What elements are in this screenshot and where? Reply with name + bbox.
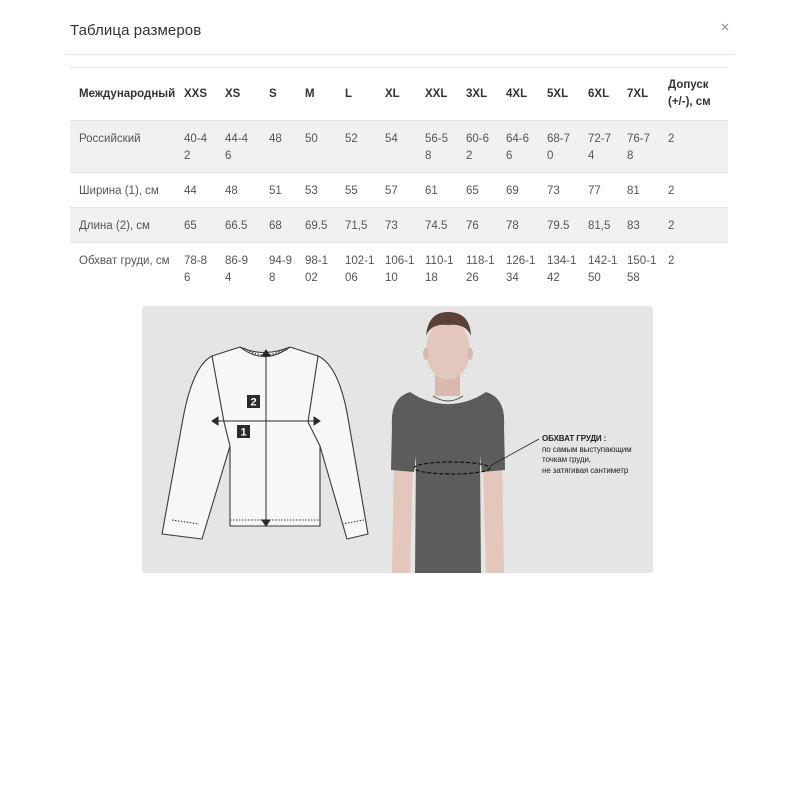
table-cell: 44 [184,185,197,197]
table-cell: 86-94 [225,255,249,284]
close-icon[interactable]: × [720,19,730,36]
model-figure [391,312,539,573]
table-cell: 64-66 [506,133,530,162]
row-label: Ширина (1), см [79,185,159,197]
table-cell: 142-150 [588,255,618,284]
table-cell: 110-118 [425,255,454,284]
table-cell: 40-42 [184,133,208,162]
callout-line: точкам груди, [542,455,591,464]
table-cell: 134-142 [547,255,577,284]
table-cell: 94-98 [269,255,293,284]
modal-header [0,0,800,55]
header-xxl: XXL [425,88,448,100]
header-xxs: XXS [184,88,208,100]
header-divider [65,54,735,55]
header-7xl: 7XL [627,88,649,100]
svg-text:1: 1 [240,426,247,439]
table-cell: 126-134 [506,255,536,284]
header-xs: XS [225,88,241,100]
row-label: Российский [79,133,141,145]
table-row [70,121,728,173]
table-cell: 52 [345,133,358,145]
table-cell: 50 [305,133,318,145]
table-cell: 65 [184,220,197,232]
tolerance-label: Допуск (+/-), см [668,79,711,108]
table-cell: 76 [466,220,479,232]
table-cell: 48 [225,185,238,197]
shirt-sketch [162,347,368,539]
table-cell: 76-78 [627,133,651,162]
table-row [70,208,728,243]
header-international: Международный [79,88,176,100]
table-cell: 61 [425,185,438,197]
table-cell: 54 [385,133,398,145]
table-cell: 72-74 [588,133,612,162]
table-cell: 81 [627,185,640,197]
table-cell: 78 [506,220,519,232]
table-cell: 98-102 [305,255,329,284]
tolerance-cell: 2 [668,133,675,145]
table-cell: 66.5 [225,220,248,232]
table-cell: 55 [345,185,358,197]
tolerance-cell: 2 [668,255,675,267]
table-cell: 74.5 [425,220,448,232]
table-cell: 118-126 [466,255,495,284]
table-cell: 56-58 [425,133,449,162]
header-l: L [345,88,353,100]
table-cell: 48 [269,133,282,145]
size-diagram [142,306,653,573]
table-cell: 78-86 [184,255,208,284]
tolerance-cell: 2 [668,220,675,232]
table-header-row [70,68,728,121]
table-cell: 60-62 [466,133,490,162]
callout-title: ОБХВАТ ГРУДИ : [542,434,607,443]
table-cell: 53 [305,185,318,197]
table-cell: 68 [269,220,282,232]
header-m: M [305,88,315,100]
row-label: Длина (2), см [79,220,150,232]
right-arm [483,456,504,573]
table-row [70,243,728,288]
table-cell: 51 [269,185,282,197]
table-cell: 73 [385,220,398,232]
table-cell: 69.5 [305,220,328,232]
table-cell: 150-158 [627,255,657,284]
chest-callout [542,434,632,476]
callout-line: по самым выступающим [542,444,632,454]
marker-1-icon [237,425,250,439]
modal-title: Таблица размеров [70,22,202,39]
table-row [70,173,728,208]
table-cell: 81,5 [588,220,611,232]
table-cell: 73 [547,185,560,197]
table-cell: 106-110 [385,255,415,284]
header-s: S [269,88,277,100]
header-4xl: 4XL [506,88,528,100]
table-cell: 71,5 [345,220,368,232]
table-cell: 65 [466,185,479,197]
callout-line: не затягивая сантиметр [542,465,629,475]
marker-2-icon [247,395,260,409]
row-label: Обхват груди, см [79,255,170,267]
table-cell: 44-46 [225,133,249,162]
header-xl: XL [385,88,400,100]
table-cell: 68-70 [547,133,571,162]
svg-text:2: 2 [250,396,257,409]
header-3xl: 3XL [466,88,488,100]
left-arm [392,456,413,573]
table-cell: 79.5 [547,220,570,232]
table-cell: 83 [627,220,640,232]
table-cell: 102-106 [345,255,375,284]
size-table [70,67,728,288]
tolerance-cell: 2 [668,185,675,197]
table-cell: 57 [385,185,398,197]
header-5xl: 5XL [547,88,569,100]
table-cell: 77 [588,185,601,197]
header-6xl: 6XL [588,88,610,100]
header-tolerance [668,68,728,121]
head [426,320,470,380]
table-cell: 69 [506,185,519,197]
